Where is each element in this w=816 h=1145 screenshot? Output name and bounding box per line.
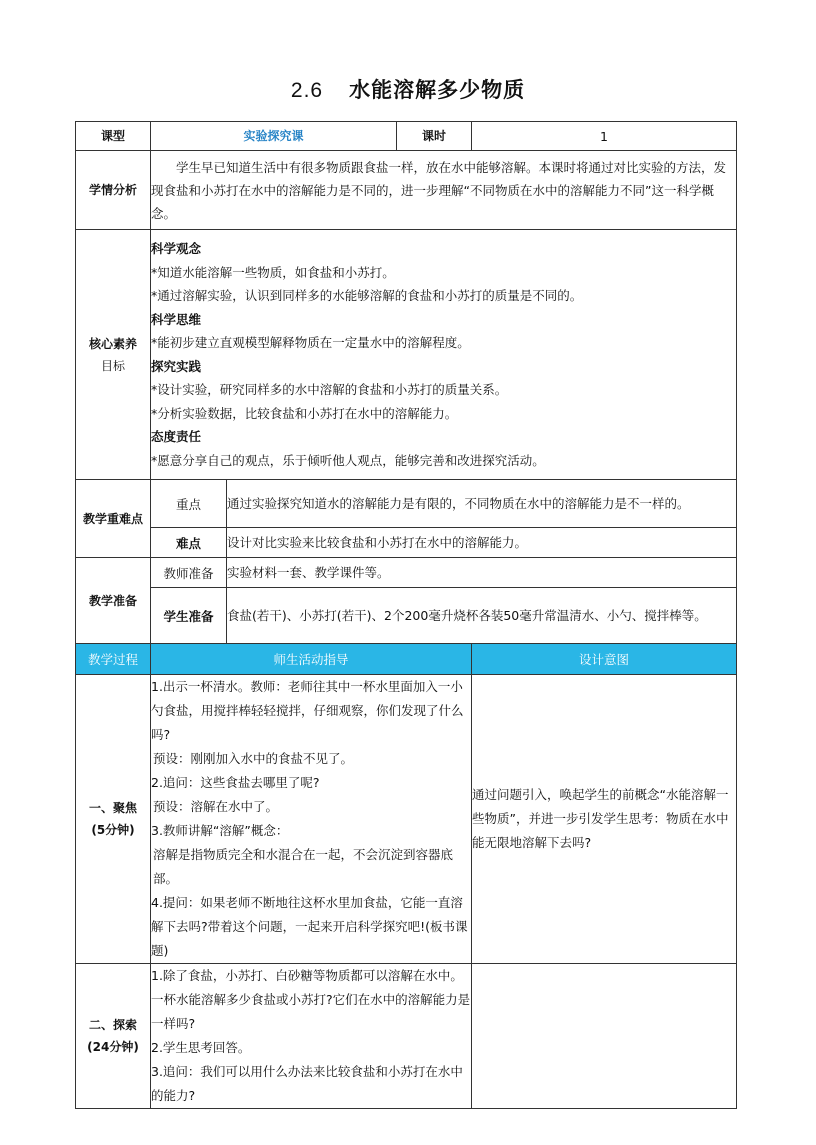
goal-heading: 科学思维: [151, 311, 202, 327]
activity-step: 1.出示一杯清水。教师：老师往其中一杯水里面加入一小勺食盐，用搅拌棒轻轻搅拌，仔细观察，你们发现了什么吗?: [151, 679, 464, 742]
goal-heading: 态度责任: [151, 429, 202, 444]
goal-heading: 探究实践: [151, 358, 202, 374]
core-goals: [151, 230, 737, 480]
activity-step: 2.追问：这些食盐去哪里了呢?: [151, 775, 320, 790]
analysis-row: [76, 151, 737, 230]
activity-step: 2.学生思考回答。: [151, 1040, 251, 1055]
difficulty-row: [76, 528, 737, 558]
process-header-row: [76, 644, 737, 675]
teacher-prep-text: 实验材料一套、教学课件等。: [227, 558, 737, 588]
type-label: 课型: [76, 122, 151, 151]
difficulty-label: 难点: [151, 528, 227, 558]
focus-text: 通过实验探究知道水的溶解能力是有限的，不同物质在水中的溶解能力是不一样的。: [227, 480, 737, 528]
lesson-number: 2.6: [290, 79, 324, 102]
goal-item: *设计实验，研究同样多的水中溶解的食盐和小苏打的质量关系。: [151, 382, 508, 397]
goal-item: *分析实验数据，比较食盐和小苏打在水中的溶解能力。: [151, 405, 458, 421]
stage-focus-time: (5分钟): [91, 823, 135, 837]
stage-focus-label: [76, 675, 151, 964]
stage-explore-label: [76, 964, 151, 1109]
lesson-name: 水能溶解多少物质: [349, 78, 526, 102]
period-value: 1: [472, 122, 737, 151]
analysis-label: 学情分析: [76, 151, 151, 230]
stage-explore-intent: [472, 964, 737, 1109]
core-label-line-2: 目标: [100, 358, 125, 373]
activity-step: 溶解是指物质完全和水混合在一起，不会沉淀到容器底部。: [153, 847, 454, 886]
teacher-prep-row: [76, 558, 737, 588]
core-label: [76, 230, 151, 480]
stage-explore-name: 二、探索: [88, 1018, 137, 1032]
period-label: 课时: [397, 122, 472, 151]
goal-heading: 科学观念: [151, 241, 202, 256]
activity-step: 预设：刚刚加入水中的食盐不见了。: [153, 751, 354, 766]
activity-step: 3.追问：我们可以用什么办法来比较食盐和小苏打在水中的能力?: [151, 1064, 463, 1103]
core-row: [76, 230, 737, 480]
process-header-stage: 教学过程: [76, 644, 151, 675]
student-prep-label: 学生准备: [151, 588, 227, 644]
goal-item: *知道水能溶解一些物质，如食盐和小苏打。: [151, 264, 395, 280]
focus-label: 重点: [151, 480, 227, 528]
goal-item: *愿意分享自己的观点，乐于倾听他人观点，能够完善和改进探究活动。: [151, 452, 545, 468]
stage-focus-row: [76, 675, 737, 964]
type-value: 实验探究课: [151, 122, 397, 151]
core-label-line-1: 核心素养: [88, 336, 137, 351]
focus-row: [76, 480, 737, 528]
activity-step: 4.提问：如果老师不断地往这杯水里加食盐，它能一直溶解下去吗?带着这个问题，一起来开启科学探究吧!(板书课题): [151, 895, 468, 958]
activity-step: 3.教师讲解“溶解”概念：: [151, 823, 289, 838]
student-prep-text: 食盐(若干)、小苏打(若干)、2个200毫升烧杯各装50毫升常温清水、小勺、搅拌棒等。: [227, 588, 737, 644]
activity-step: 预设：溶解在水中了。: [153, 799, 279, 814]
goal-item: *能初步建立直观模型解释物质在一定量水中的溶解程度。: [151, 335, 470, 350]
prep-label: 教学准备: [76, 558, 151, 644]
lesson-plan-table: [75, 121, 737, 1109]
goal-item: *通过溶解实验，认识到同样多的水能够溶解的食盐和小苏打的质量是不同的。: [151, 288, 583, 303]
key-points-label: 教学重难点: [76, 480, 151, 558]
process-header-guide: 师生活动指导: [151, 644, 472, 675]
activity-step: 1.除了食盐，小苏打、白砂糖等物质都可以溶解在水中。一杯水能溶解多少食盐或小苏打?它们在水中的溶解能力是一样吗?: [151, 968, 471, 1031]
stage-explore-steps: [151, 964, 472, 1109]
analysis-text: 学生早已知道生活中有很多物质跟食盐一样，放在水中能够溶解。本课时将通过对比实验的方法，发现食盐和小苏打在水中的溶解能力是不同的，进一步理解“不同物质在水中的溶解能力不同”这一科学概念。: [151, 151, 737, 230]
lesson-title: [0, 74, 816, 104]
header-row: [76, 122, 737, 151]
stage-focus-name: 一、聚焦: [88, 801, 137, 815]
stage-focus-steps: [151, 675, 472, 964]
student-prep-row: [76, 588, 737, 644]
stage-explore-time: (24分钟): [87, 1040, 139, 1054]
difficulty-text: 设计对比实验来比较食盐和小苏打在水中的溶解能力。: [227, 528, 737, 558]
process-header-intent: 设计意图: [472, 644, 737, 675]
stage-explore-row: [76, 964, 737, 1109]
stage-focus-intent: 通过问题引入，唤起学生的前概念“水能溶解一些物质”，并进一步引发学生思考：物质在水中能无限地溶解下去吗?: [472, 675, 737, 964]
teacher-prep-label: 教师准备: [151, 558, 227, 588]
